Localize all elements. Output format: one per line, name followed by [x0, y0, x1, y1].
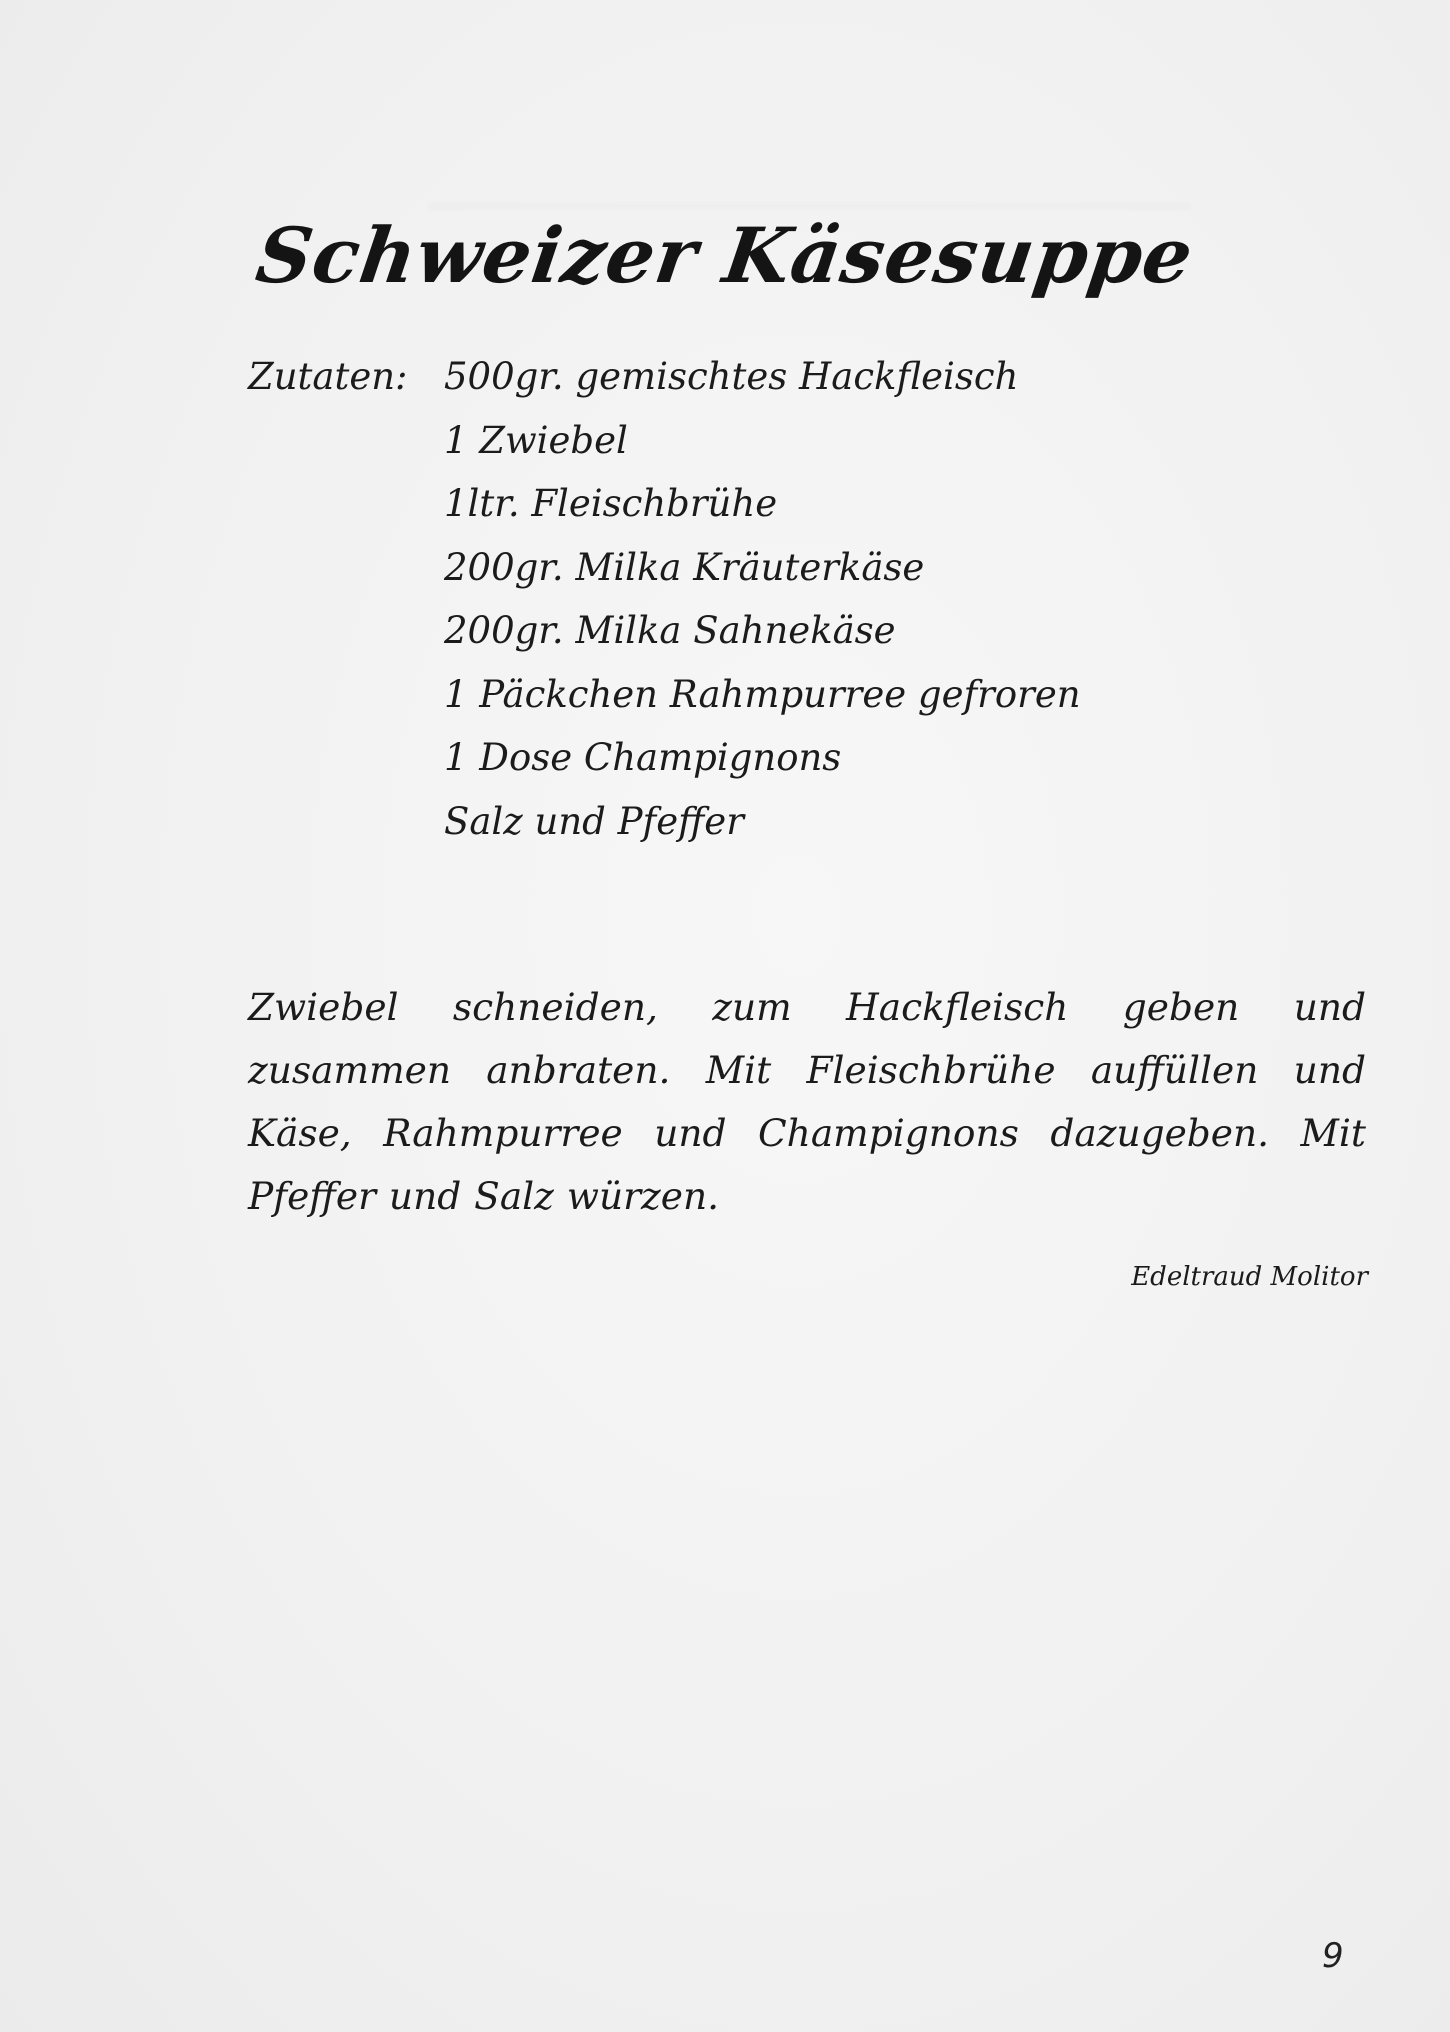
page-number: 9 — [1322, 1936, 1344, 1976]
ingredient-item: 500gr. gemischtes Hackfleisch — [444, 355, 1019, 398]
recipe-title: Schweizer Käsesuppe — [251, 210, 1199, 300]
ingredient-item: 1 Zwiebel — [444, 418, 628, 462]
ingredient-item: 1 Päckchen Rahmpurree gefroren — [444, 672, 1081, 716]
ingredient-item: Salz und Pfeffer — [444, 799, 744, 843]
recipe-author: Edeltraud Molitor — [1131, 1262, 1368, 1292]
bleed-through-title — [430, 135, 1190, 207]
preparation-text: Zwiebel schneiden, zum Hackfleisch geben und zusammen anbraten. Mit Fleischbrühe auffüllen und Käse, Rahmpurree und Champignons dazugeben. Mit Pfeffer und Salz würzen. — [248, 984, 1366, 1218]
ingredient-item: 1ltr. Fleischbrühe — [444, 482, 778, 525]
ingredient-item: 200gr. Milka Kräuterkäse — [444, 545, 925, 589]
ingredients-label: Zutaten: — [248, 355, 408, 398]
ingredients-list — [444, 345, 1081, 853]
ingredient-item: 200gr. Milka Sahnekäse — [444, 609, 896, 652]
ingredient-item: 1 Dose Champignons — [444, 736, 842, 779]
